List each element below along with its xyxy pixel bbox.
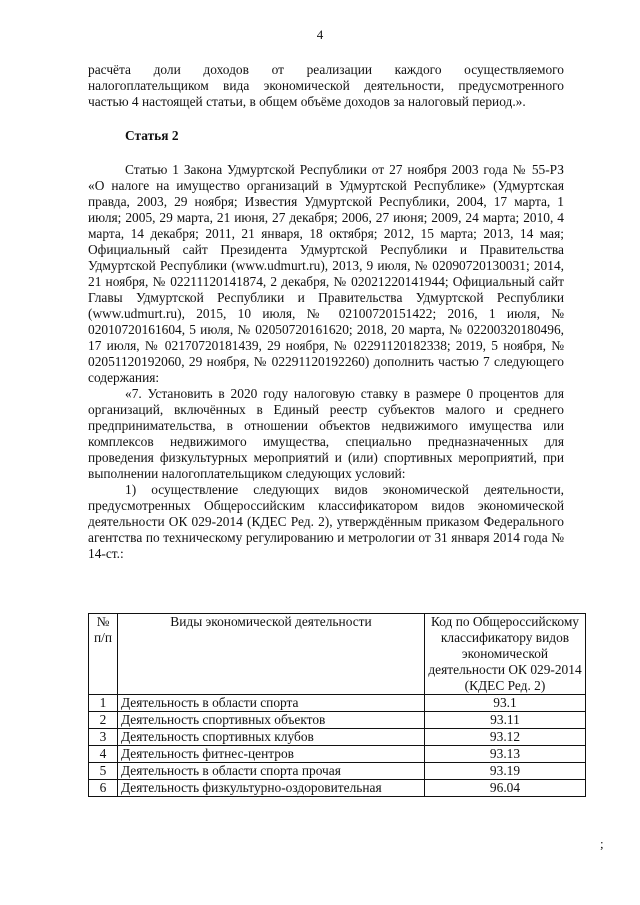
row-activity: Деятельность в области спорта прочая	[118, 763, 425, 780]
table-row	[89, 712, 586, 729]
row-number: 1	[89, 695, 118, 712]
table-row	[89, 729, 586, 746]
table-header-row	[89, 614, 586, 695]
row-number: 5	[89, 763, 118, 780]
row-number: 2	[89, 712, 118, 729]
table-row	[89, 746, 586, 763]
row-code: 93.11	[425, 712, 586, 729]
row-code: 96.04	[425, 780, 586, 797]
page-number: 4	[316, 27, 324, 42]
part-7-paragraph: «7. Установить в 2020 году налоговую ставку в размере 0 процентов для организаций, включённых в Единый реестр субъектов малого и среднего предпринимательства, в отношении объектов недвижимого имущества или комплексов недвижимого имущества, специально предназначенных для проведения физкультурных мероприятий и (или) спортивных мероприятий, при выполнении налогоплательщиком следующих условий:	[88, 386, 564, 481]
table-row	[89, 695, 586, 712]
row-activity: Деятельность физкультурно-оздоровительная	[118, 780, 425, 797]
article-heading: Статья 2	[125, 128, 179, 143]
row-code: 93.13	[425, 746, 586, 763]
row-activity: Деятельность спортивных клубов	[118, 729, 425, 746]
document-body	[88, 62, 564, 562]
condition-1-paragraph: 1) осуществление следующих видов экономической деятельности, предусмотренных Общероссийским классификатором видов экономической деятельности ОК 029-2014 (КДЕС Ред. 2), утверждённым приказом Федерального агентства по техническому регулированию и метрологии от 31 января 2014 года № 14-ст.:	[88, 482, 564, 561]
header-code: Код по Общероссийскому классификатору видов экономической деятельности ОК 029-2014 (КДЕС Ред. 2)	[425, 614, 586, 695]
activities-table	[88, 613, 586, 797]
table-row	[89, 763, 586, 780]
header-activity: Виды экономической деятельности	[118, 614, 425, 695]
table-row	[89, 780, 586, 797]
row-code: 93.12	[425, 729, 586, 746]
row-number: 6	[89, 780, 118, 797]
row-number: 3	[89, 729, 118, 746]
row-code: 93.19	[425, 763, 586, 780]
intro-paragraph: расчёта доли доходов от реализации каждого осуществляемого налогоплательщиком вида экономической деятельности, предусмотренного частью 4 настоящей статьи, в общем объёме доходов за налоговый период.».	[88, 62, 564, 109]
row-activity: Деятельность фитнес-центров	[118, 746, 425, 763]
article-body-paragraph: Статью 1 Закона Удмуртской Республики от 27 ноября 2003 года № 55-РЗ «О налоге на имущество организаций в Удмуртской Республике» (Удмуртская правда, 2003, 29 ноября; Известия Удмуртской Республики, 2004, 17 марта, 1 июля; 2005, 29 марта, 21 июня, 27 декабря; 2006, 27 июня; 2009, 24 марта; 2010, 4 марта, 14 декабря; 2011, 21 января, 18 октября; 2012, 15 марта; 2013, 14 мая; Официальный сайт Президента Удмуртской Республики и Правительства Удмуртской Республики (www.udmurt.ru), 2013, 9 июля, № 02090720130031; 2014, 21 ноября, № 02211120141874, 2 декабря, № 02021220141944; Официальный сайт Главы Удмуртской Республики и Правительства Удмуртской Республики (www.udmurt.ru), 2015, 10 июля, № 02100720151422; 2016, 1 июля, № 02010720161604, 5 июля, № 02050720161620; 2018, 20 марта, № 02200320180496, 17 июля, № 02170720181439, 29 ноября, № 02291120182338; 2019, 5 ноября, № 02051120192060, 29 ноября, № 02291120192260) дополнить частью 7 следующего содержания:	[88, 162, 564, 385]
trailing-semicolon: ;	[600, 836, 604, 851]
row-code: 93.1	[425, 695, 586, 712]
header-number: № п/п	[89, 614, 118, 695]
row-activity: Деятельность спортивных объектов	[118, 712, 425, 729]
row-activity: Деятельность в области спорта	[118, 695, 425, 712]
row-number: 4	[89, 746, 118, 763]
